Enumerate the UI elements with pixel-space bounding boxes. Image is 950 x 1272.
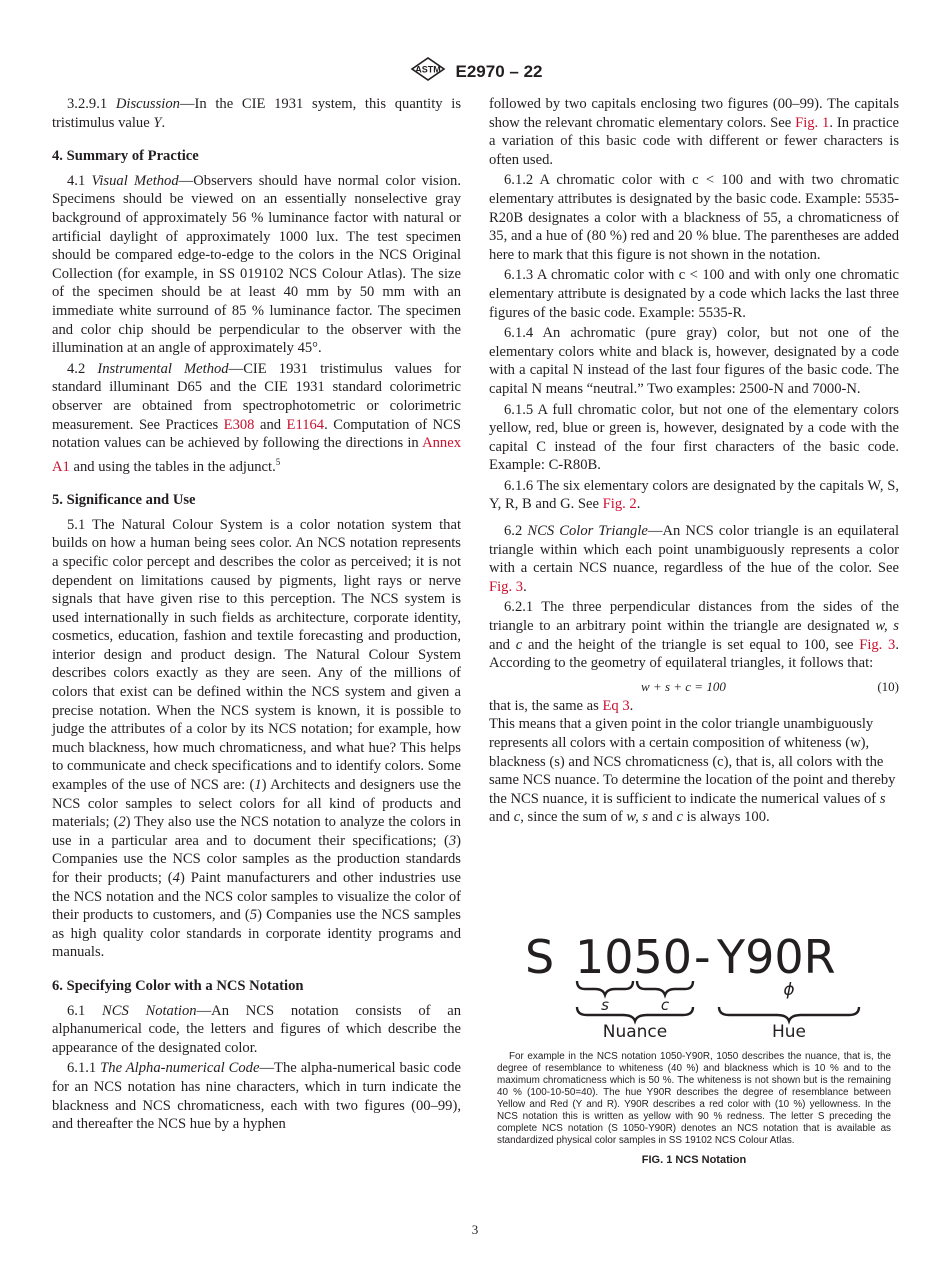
paragraph-6-1-3: 6.1.3 A chromatic color with c < 100 and with only one chromatic elementary attribute is designated by a code which lacks the last three figures of the basic code. Example: 5535-R. bbox=[489, 267, 899, 321]
footnote-ref: 5 bbox=[275, 456, 281, 467]
notation-hyphen: - bbox=[694, 930, 711, 984]
brace-s-label: s bbox=[601, 996, 609, 1014]
paragraph-3-2-9-1: 3.2.9.1 Discussion—In the CIE 1931 system, this quantity is tristimulus value Y. bbox=[52, 96, 461, 131]
ncs-notation-diagram bbox=[489, 925, 899, 1043]
notation-nuance: 1050 bbox=[575, 930, 693, 984]
paragraph-6-2: 6.2 NCS Color Triangle—An NCS color triangle is an equilateral triangle within which each point unambiguously represents a color with a certain NCS nuance, regardless of the hue of the color. See Fig. 3. bbox=[489, 523, 899, 595]
paragraph-6-1-6: 6.1.6 The six elementary colors are designated by the capitals W, S, Y, R, B and G. See Fig. 2. bbox=[489, 477, 899, 513]
figure-caption: For example in the NCS notation 1050-Y90R, 1050 describes the nuance, that is, the degree of resemblance to whiteness (40 %) and blackness which is 10 % and to the maximum chromaticness which is 50 %. The whiteness is not shown but is the remaining 40 % (100-10-50=40). The hue Y90R describes the degree of resemblance between Yellow and Red (Y and R). Y90R describes a red color with (10 %) yellowness. In the NCS notation this is written as yellow with 90 % redness. The letter S preceding the complete NCS notation (S 1050-Y90R) denotes an NCS notation that is available as standardized physical color samples in SS 19102 NCS Colour Atlas. bbox=[497, 1051, 891, 1146]
figure-title: FIG. 1 NCS Notation bbox=[641, 1154, 747, 1166]
astm-logo bbox=[408, 56, 448, 87]
paragraph-6-1-4: 6.1.4 An achromatic (pure gray) color, but not one of the elementary colors white and black is, however, designated by a code with a capital N instead of the last four figures of the basic code. The capital N means “neutral.” Two examples: 2500-N and 7000-N. bbox=[489, 325, 899, 397]
link-e1164[interactable]: E1164 bbox=[286, 416, 325, 433]
hue-label: Hue bbox=[771, 1022, 807, 1042]
paragraph-4-2: 4.2 Instrumental Method—CIE 1931 tristimulus values for standard illuminant D65 and the CIE 1931 standard colorimetric observer are obtained from spectrophotometric or colorimetric measurement. See Practices E308 and E1164. Computation of NCS notation values can be achieved by following the directions in Annex A1 and using the tables in the adjunct.$^5$ bbox=[52, 360, 461, 475]
link-e308[interactable]: E308 bbox=[223, 416, 255, 433]
after-equation-text: that is, the same as Eq 3. bbox=[489, 697, 634, 714]
link-fig-3-b[interactable]: Fig. 3 bbox=[859, 636, 896, 653]
nuance-paragraph: This means that a given point in the color triangle unambiguously represents all colors with a certain composition of whiteness (w), blackness (s) and NCS chromaticness (c), that is, all colors with the same NCS nuance. To determine the location of the point and thereby the NCS nuance, it is sufficient to indicate the numerical values of s and c, since the sum of w, s and c is always 100. bbox=[489, 716, 896, 826]
right-column bbox=[489, 95, 899, 827]
section-6-heading: 6. Specifying Color with a NCS Notation bbox=[52, 977, 304, 994]
left-column bbox=[52, 95, 461, 1134]
link-fig-3[interactable]: Fig. 3 bbox=[489, 578, 524, 595]
paragraph-6-2-1: 6.2.1 The three perpendicular distances from the sides of the triangle to an arbitrary point within the triangle are designated w, s and c and the height of the triangle is set equal to 100, see Fig. 3. According to the geometry of equilateral triangles, it follows that: bbox=[489, 599, 899, 672]
equation-expression: w + s + c = 100 bbox=[641, 678, 726, 694]
brace-phi-label: ϕ bbox=[783, 980, 795, 1000]
paragraph-6-1: 6.1 NCS Notation—An NCS notation consists of an alphanumerical code, the letters and figures of which describe the appearance of the designated color. bbox=[52, 1002, 461, 1056]
link-annex-a1[interactable]: Annex A1 bbox=[52, 435, 461, 475]
section-4-heading: 4. Summary of Practice bbox=[52, 148, 199, 165]
brace-c-label: c bbox=[660, 996, 670, 1014]
equation-number: (10) bbox=[877, 678, 899, 694]
brace-nuance bbox=[577, 1007, 693, 1021]
link-fig-2[interactable]: Fig. 2 bbox=[602, 496, 637, 513]
notation-prefix: S bbox=[525, 930, 555, 984]
page-header bbox=[0, 56, 950, 87]
paragraph-6-1-2: 6.1.2 A chromatic color with c < 100 and with two chromatic elementary attributes is designated by the basic code. Example: 5535-R20B designates a color with a blackness of 55, a chromaticness of 35, and a hue of (80 %) red and 20 % blue. The parentheses are added here to mark that this figure is not shown in the notation. bbox=[489, 172, 899, 263]
section-5-heading: 5. Significance and Use bbox=[52, 492, 196, 509]
paragraph-5-1: 5.1 The Natural Colour System is a color notation system that builds on how a human being sees color. An NCS notation represents a specific color percept and describes the color as perceived; it is not dependent on limitations caused by pigments, light rays or nerve signals that have given rise to this perception. The NCS system is used internationally in such fields as architecture, corporate identity, cosmetics, education, fashion and textile forecasting and production, interior design and product design. The Natural Colour System describes colors exactly as they are seen. Any of the millions of colors that exist can be defined within the NCS system and given a precise notation. When the NCS system is known, it is possible to judge the attributes of a color by its NCS notation; for example, how much blackness, how much chromaticness, and what hue? This helps to communicate and check specifications and to identify colors. Some examples of the use of NCS are: (1) Architects and designers use the NCS color samples to select colors for all kind of products and materials; (2) They also use the NCS notation to analyze the colors in use in a particular area and to document their specifications; (3) Companies use the NCS color samples as the production standards for their products; (4) Paint manufacturers and other industries use the NCS notation and the NCS color samples to visualize the color of their products to customers, and (5) Companies use the NCS samples as high quality color standards in corporate identity programs and manuals. bbox=[52, 516, 461, 961]
paragraph-4-1: 4.1 Visual Method—Observers should have normal color vision. Specimens should be viewed on an essentially nonselective gray background of approximately 56 % luminance factor with natural or artificial daylight of approximately 1000 lux. The test specimen should be compared edge-to-edge to the colors in the NCS Original Collection (for example, in SS 019102 NCS Colour Atlas). The size of the specimen should be at least 40 mm by 50 mm with an immediate white surround of 85 % luminance factor. The specimen and color chip should be perpendicular to the observer with the illumination at an angle of approximately 45°. bbox=[52, 172, 461, 357]
link-eq-3[interactable]: Eq 3 bbox=[602, 697, 630, 714]
equation-10 bbox=[489, 677, 899, 697]
paragraph-6-1-5: 6.1.5 A full chromatic color, but not one of the elementary colors yellow, red, blue or green is, however, designated by a code with the capital C instead of the four first characters of the basic code. Example: C-R80B. bbox=[489, 401, 899, 474]
paragraph-6-1-1: 6.1.1 The Alpha-numerical Code—The alpha-numerical basic code for an NCS notation has nine characters, which in turn indicate the blackness and NCS chromaticness, each with two figures (00–99), and thereafter the NCS hue by a hyphen bbox=[52, 1060, 462, 1133]
nuance-label: Nuance bbox=[602, 1022, 668, 1042]
paragraph-6-1-1-continued: followed by two capitals enclosing two figures (00–99). The capitals show the relevant chromatic elementary colors. See Fig. 1. In practice a variation of this basic code with different or fewer characters is often used. bbox=[489, 96, 900, 168]
standard-designation: E2970 – 22 bbox=[455, 61, 543, 81]
page-number: 3 bbox=[471, 1222, 479, 1237]
svg-text:ASTM: ASTM bbox=[414, 64, 441, 75]
notation-hue: Y90R bbox=[717, 930, 836, 984]
figure-1 bbox=[489, 925, 899, 1166]
link-fig-1[interactable]: Fig. 1 bbox=[795, 114, 830, 131]
brace-hue bbox=[719, 1007, 859, 1021]
